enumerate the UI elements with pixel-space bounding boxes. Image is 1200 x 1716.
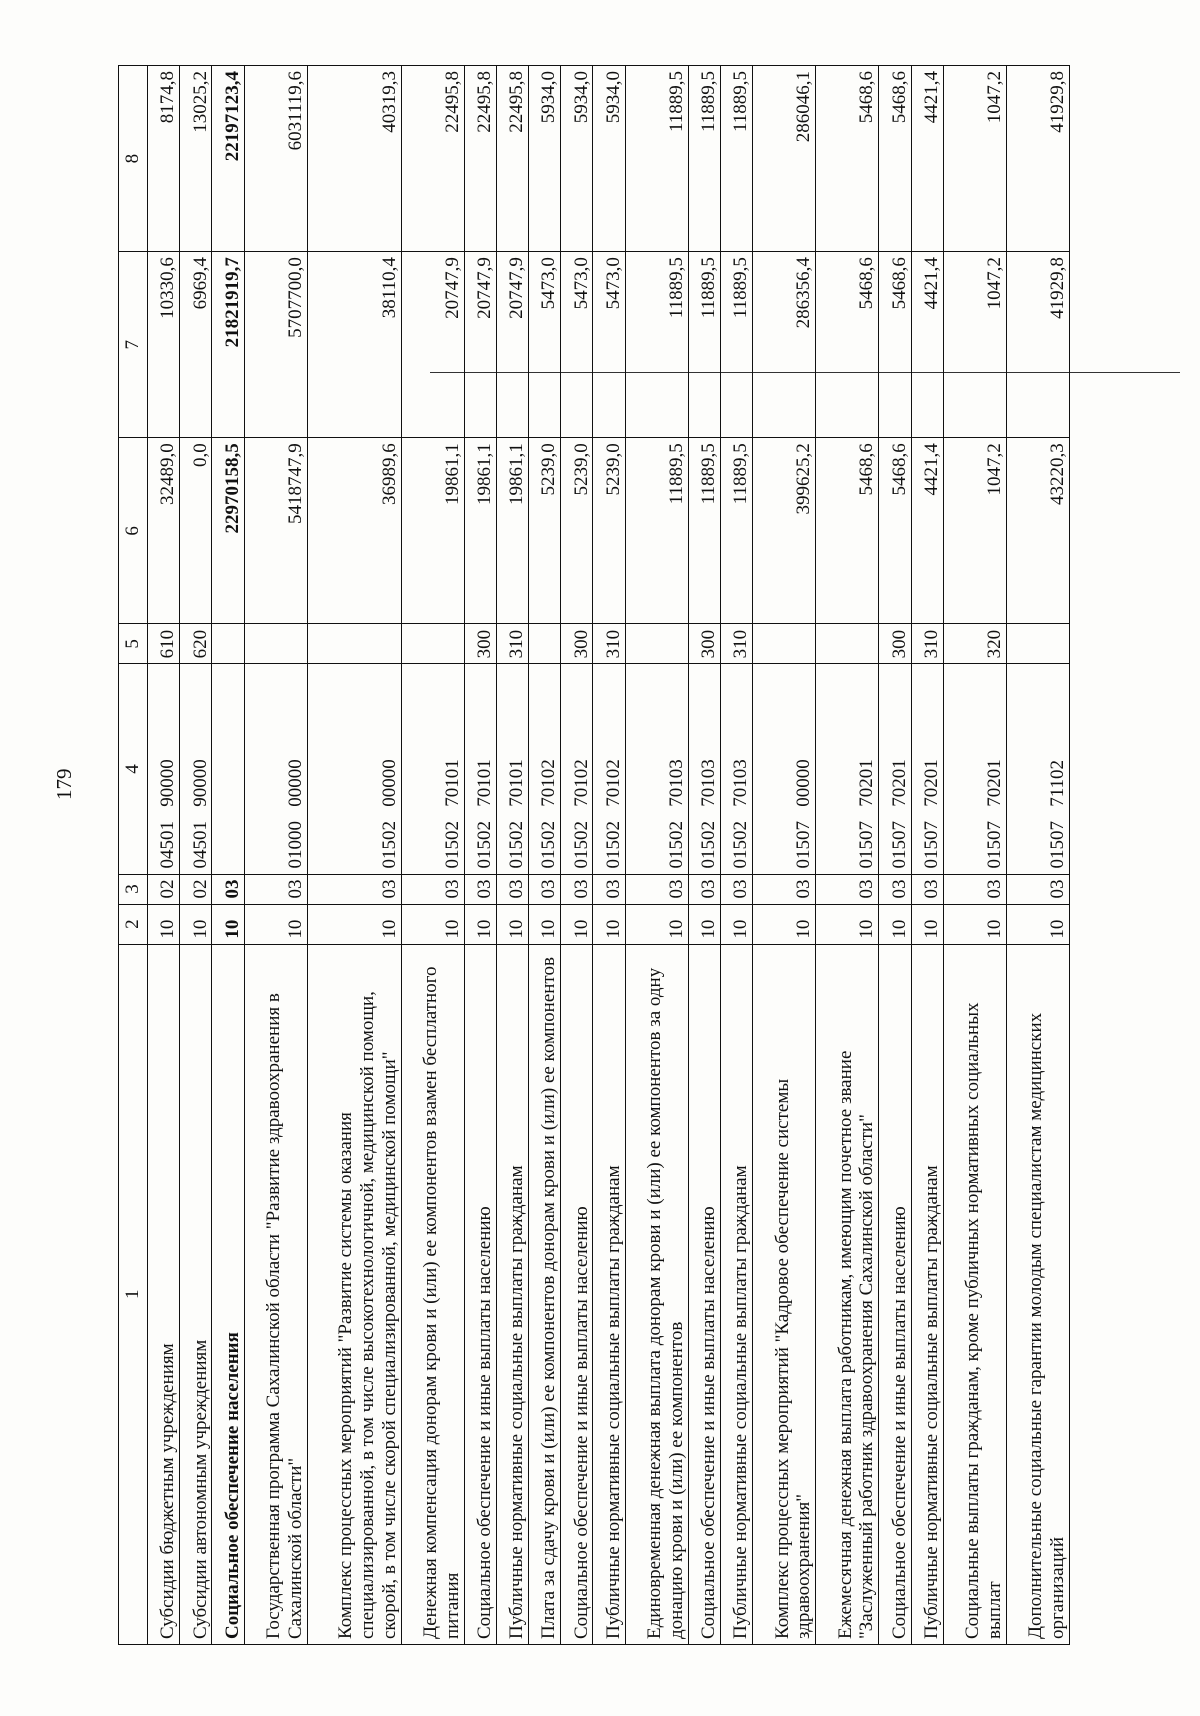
amount-col8-cell: 6031119,6 [244, 66, 307, 252]
amount-col7-cell: 11889,5 [720, 252, 752, 438]
section-code-cell: 10 [688, 904, 720, 944]
amount-col8-cell: 11889,5 [625, 66, 688, 252]
header-cell: 1 [119, 944, 148, 1644]
target-article-cell: 01507 71102 [1006, 664, 1069, 874]
amount-col7-cell: 4421,4 [911, 252, 943, 438]
amount-col7-cell: 5473,0 [529, 252, 561, 438]
section-code-cell: 10 [529, 904, 561, 944]
amount-col6-cell: 5239,0 [593, 438, 625, 624]
amount-col6-cell: 5239,0 [529, 438, 561, 624]
target-article-cell: 01502 70103 [720, 664, 752, 874]
section-code-cell: 10 [401, 904, 464, 944]
subsection-code-cell: 03 [1006, 874, 1069, 904]
amount-col8-cell: 11889,5 [720, 66, 752, 252]
row-name-cell: Дополнительные социальные гарантии молодым специалистам медицинских организаций [1006, 944, 1069, 1644]
amount-col7-cell: 6969,4 [180, 252, 212, 438]
expense-type-cell [816, 624, 879, 664]
amount-col8-cell: 22495,8 [496, 66, 528, 252]
target-article-cell: 01502 70103 [688, 664, 720, 874]
table-row [1006, 66, 1069, 1645]
amount-col7-cell: 41929,8 [1006, 252, 1069, 438]
row-name-cell: Социальное обеспечение населения [212, 944, 244, 1644]
section-code-cell: 10 [561, 904, 593, 944]
row-name-cell: Социальное обеспечение и иные выплаты населению [464, 944, 496, 1644]
table-row [593, 66, 625, 1645]
section-code-cell: 10 [753, 904, 816, 944]
section-code-cell: 10 [148, 904, 180, 944]
amount-col8-cell: 8174,8 [148, 66, 180, 252]
amount-col7-cell: 21821919,7 [212, 252, 244, 438]
table-row [879, 66, 911, 1645]
target-article-cell: 01507 00000 [753, 664, 816, 874]
expense-type-cell: 310 [720, 624, 752, 664]
expense-type-cell [625, 624, 688, 664]
table-row [180, 66, 212, 1645]
amount-col7-cell: 10330,6 [148, 252, 180, 438]
section-code-cell: 10 [180, 904, 212, 944]
table-row [307, 66, 401, 1645]
budget-table-body [119, 66, 1070, 1645]
amount-col6-cell: 1047,2 [943, 438, 1006, 624]
table-row [943, 66, 1006, 1645]
subsection-code-cell: 03 [307, 874, 401, 904]
amount-col8-cell: 5934,0 [561, 66, 593, 252]
amount-col6-cell: 5418747,9 [244, 438, 307, 624]
section-code-cell: 10 [1006, 904, 1069, 944]
section-code-cell: 10 [307, 904, 401, 944]
expense-type-cell [307, 624, 401, 664]
table-row [212, 66, 244, 1645]
target-article-cell: 01000 00000 [244, 664, 307, 874]
amount-col7-cell: 5707700,0 [244, 252, 307, 438]
subsection-code-cell: 03 [496, 874, 528, 904]
amount-col6-cell: 5239,0 [561, 438, 593, 624]
expense-type-cell: 610 [148, 624, 180, 664]
row-name-cell: Публичные нормативные социальные выплаты гражданам [593, 944, 625, 1644]
target-article-cell: 04501 90000 [180, 664, 212, 874]
table-row [464, 66, 496, 1645]
expense-type-cell: 300 [688, 624, 720, 664]
amount-col6-cell: 11889,5 [625, 438, 688, 624]
page-number: 179 [52, 768, 76, 800]
section-code-cell: 10 [593, 904, 625, 944]
target-article-cell [212, 664, 244, 874]
target-article-cell: 01507 70201 [943, 664, 1006, 874]
rotated-table-wrapper [118, 65, 1070, 1645]
target-article-cell: 01502 00000 [307, 664, 401, 874]
amount-col8-cell: 286046,1 [753, 66, 816, 252]
subsection-code-cell: 03 [943, 874, 1006, 904]
row-name-cell: Публичные нормативные социальные выплаты гражданам [496, 944, 528, 1644]
subsection-code-cell: 03 [720, 874, 752, 904]
target-article-cell: 01507 70201 [911, 664, 943, 874]
table-row [529, 66, 561, 1645]
row-name-cell: Субсидии автономным учреждениям [180, 944, 212, 1644]
amount-col6-cell: 11889,5 [720, 438, 752, 624]
subsection-code-cell: 03 [561, 874, 593, 904]
amount-col8-cell: 22197123,4 [212, 66, 244, 252]
target-article-cell: 01502 70102 [561, 664, 593, 874]
table-row [401, 66, 464, 1645]
target-article-cell: 01502 70101 [464, 664, 496, 874]
table-row [561, 66, 593, 1645]
expense-type-cell [244, 624, 307, 664]
subsection-code-cell: 03 [911, 874, 943, 904]
header-cell: 8 [119, 66, 148, 252]
expense-type-cell: 620 [180, 624, 212, 664]
target-article-cell: 01502 70102 [529, 664, 561, 874]
expense-type-cell: 300 [561, 624, 593, 664]
amount-col7-cell: 20747,9 [464, 252, 496, 438]
header-cell: 2 [119, 904, 148, 944]
amount-col6-cell: 36989,6 [307, 438, 401, 624]
subsection-code-cell: 02 [148, 874, 180, 904]
section-code-cell: 10 [496, 904, 528, 944]
target-article-cell: 01502 70101 [496, 664, 528, 874]
expense-type-cell [212, 624, 244, 664]
expense-type-cell: 310 [911, 624, 943, 664]
target-article-cell: 01502 70101 [401, 664, 464, 874]
amount-col6-cell: 11889,5 [688, 438, 720, 624]
row-name-cell: Социальное обеспечение и иные выплаты населению [688, 944, 720, 1644]
amount-col6-cell: 0,0 [180, 438, 212, 624]
amount-col8-cell: 22495,8 [464, 66, 496, 252]
row-name-cell: Комплекс процессных мероприятий "Развитие системы оказания специализированной, в том числе высокотехнологичной, медицинской помощи, скорой, в том числе скорой специализированной, медицинской помощи" [307, 944, 401, 1644]
amount-col6-cell: 43220,3 [1006, 438, 1069, 624]
subsection-code-cell: 02 [180, 874, 212, 904]
amount-col8-cell: 22495,8 [401, 66, 464, 252]
amount-col8-cell: 5934,0 [529, 66, 561, 252]
target-article-cell: 01502 70102 [593, 664, 625, 874]
section-code-cell: 10 [212, 904, 244, 944]
table-row [625, 66, 688, 1645]
subsection-code-cell: 03 [688, 874, 720, 904]
row-name-cell: Социальное обеспечение и иные выплаты населению [879, 944, 911, 1644]
amount-col8-cell: 40319,3 [307, 66, 401, 252]
amount-col8-cell: 41929,8 [1006, 66, 1069, 252]
subsection-code-cell: 03 [529, 874, 561, 904]
amount-col7-cell: 5473,0 [593, 252, 625, 438]
section-code-cell: 10 [464, 904, 496, 944]
row-name-cell: Денежная компенсация донорам крови и (или) ее компонентов взамен бесплатного питания [401, 944, 464, 1644]
subsection-code-cell: 03 [879, 874, 911, 904]
row-name-cell: Социальное обеспечение и иные выплаты населению [561, 944, 593, 1644]
amount-col6-cell: 19861,1 [464, 438, 496, 624]
section-code-cell: 10 [816, 904, 879, 944]
section-code-cell: 10 [943, 904, 1006, 944]
amount-col6-cell: 22970158,5 [212, 438, 244, 624]
row-name-cell: Государственная программа Сахалинской области "Развитие здравоохранения в Сахалинской области" [244, 944, 307, 1644]
target-article-cell: 04501 90000 [148, 664, 180, 874]
subsection-code-cell: 03 [753, 874, 816, 904]
amount-col7-cell: 5473,0 [561, 252, 593, 438]
header-cell: 6 [119, 438, 148, 624]
budget-table [118, 65, 1070, 1645]
amount-col8-cell: 5468,6 [879, 66, 911, 252]
amount-col6-cell: 5468,6 [879, 438, 911, 624]
table-row [688, 66, 720, 1645]
amount-col6-cell: 399625,2 [753, 438, 816, 624]
subsection-code-cell: 03 [212, 874, 244, 904]
subsection-code-cell: 03 [625, 874, 688, 904]
header-cell: 4 [119, 664, 148, 874]
header-cell: 3 [119, 874, 148, 904]
table-row [496, 66, 528, 1645]
amount-col8-cell: 1047,2 [943, 66, 1006, 252]
section-code-cell: 10 [911, 904, 943, 944]
amount-col7-cell: 20747,9 [496, 252, 528, 438]
subsection-code-cell: 03 [464, 874, 496, 904]
header-cell: 5 [119, 624, 148, 664]
amount-col6-cell: 32489,0 [148, 438, 180, 624]
expense-type-cell [1006, 624, 1069, 664]
table-row [753, 66, 816, 1645]
amount-col8-cell: 5468,6 [816, 66, 879, 252]
amount-col8-cell: 5934,0 [593, 66, 625, 252]
subsection-code-cell: 03 [816, 874, 879, 904]
amount-col7-cell: 1047,2 [943, 252, 1006, 438]
section-code-cell: 10 [879, 904, 911, 944]
amount-col7-cell: 20747,9 [401, 252, 464, 438]
header-cell: 7 [119, 252, 148, 438]
subsection-code-cell: 03 [593, 874, 625, 904]
row-name-cell: Плата за сдачу крови и (или) ее компонентов донорам крови и (или) ее компонентов [529, 944, 561, 1644]
table-row [911, 66, 943, 1645]
amount-col7-cell: 286356,4 [753, 252, 816, 438]
amount-col6-cell: 19861,1 [401, 438, 464, 624]
amount-col8-cell: 13025,2 [180, 66, 212, 252]
amount-col6-cell: 19861,1 [496, 438, 528, 624]
table-row [816, 66, 879, 1645]
target-article-cell: 01507 70201 [879, 664, 911, 874]
table-row [148, 66, 180, 1645]
expense-type-cell [529, 624, 561, 664]
target-article-cell: 01507 70201 [816, 664, 879, 874]
row-name-cell: Ежемесячная денежная выплата работникам, имеющим почетное звание "Заслуженный работник здравоохранения Сахалинской области" [816, 944, 879, 1644]
amount-col7-cell: 11889,5 [688, 252, 720, 438]
row-name-cell: Публичные нормативные социальные выплаты гражданам [720, 944, 752, 1644]
expense-type-cell [401, 624, 464, 664]
amount-col8-cell: 4421,4 [911, 66, 943, 252]
amount-col7-cell: 11889,5 [625, 252, 688, 438]
row-name-cell: Субсидии бюджетным учреждениям [148, 944, 180, 1644]
amount-col7-cell: 38110,4 [307, 252, 401, 438]
subsection-code-cell: 03 [401, 874, 464, 904]
expense-type-cell: 310 [593, 624, 625, 664]
amount-col6-cell: 4421,4 [911, 438, 943, 624]
target-article-cell: 01502 70103 [625, 664, 688, 874]
table-header-row [119, 66, 148, 1645]
amount-col6-cell: 5468,6 [816, 438, 879, 624]
amount-col8-cell: 11889,5 [688, 66, 720, 252]
table-row [720, 66, 752, 1645]
row-name-cell: Социальные выплаты гражданам, кроме публичных нормативных социальных выплат [943, 944, 1006, 1644]
amount-col7-cell: 5468,6 [816, 252, 879, 438]
row-name-cell: Комплекс процессных мероприятий "Кадровое обеспечение системы здравоохранения" [753, 944, 816, 1644]
section-code-cell: 10 [625, 904, 688, 944]
expense-type-cell [753, 624, 816, 664]
amount-col7-cell: 5468,6 [879, 252, 911, 438]
expense-type-cell: 320 [943, 624, 1006, 664]
section-code-cell: 10 [244, 904, 307, 944]
subsection-code-cell: 03 [244, 874, 307, 904]
table-row [244, 66, 307, 1645]
expense-type-cell: 310 [496, 624, 528, 664]
section-code-cell: 10 [720, 904, 752, 944]
row-name-cell: Единовременная денежная выплата донорам крови и (или) ее компонентов за одну донацию крови и (или) ее компонентов [625, 944, 688, 1644]
expense-type-cell: 300 [879, 624, 911, 664]
expense-type-cell: 300 [464, 624, 496, 664]
row-name-cell: Публичные нормативные социальные выплаты гражданам [911, 944, 943, 1644]
